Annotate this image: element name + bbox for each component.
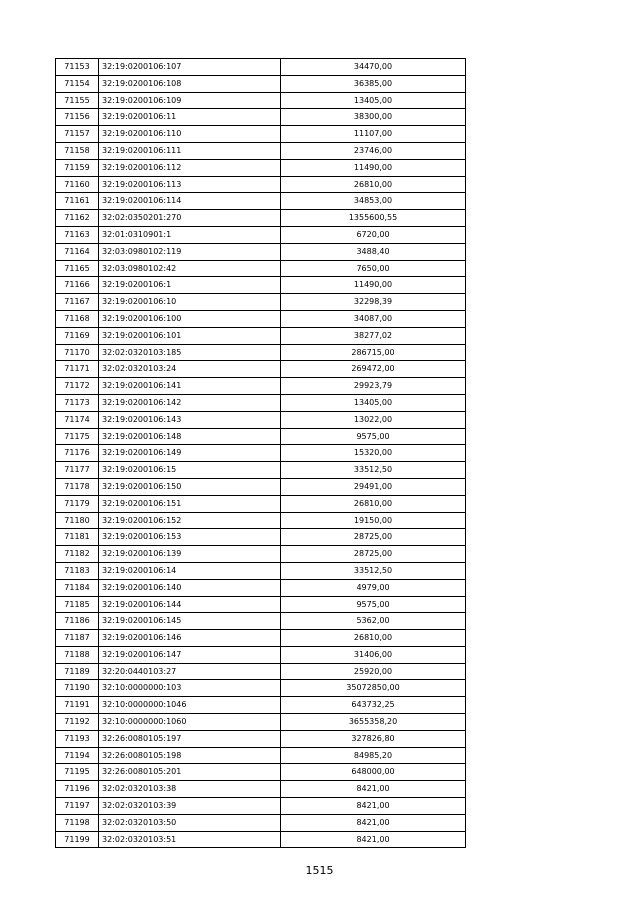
table-row — [56, 697, 466, 714]
table-row — [56, 294, 466, 311]
table-row — [56, 193, 466, 210]
row-number-cell: 71173 — [56, 394, 99, 411]
cadastral-number-cell: 32:02:0350201:270 — [99, 210, 281, 227]
row-number-cell: 71175 — [56, 428, 99, 445]
row-number-cell: 71171 — [56, 361, 99, 378]
table-row — [56, 680, 466, 697]
row-number-cell: 71187 — [56, 630, 99, 647]
row-number-cell: 71154 — [56, 75, 99, 92]
row-number-cell: 71168 — [56, 310, 99, 327]
cadastral-value-cell: 33512,50 — [281, 562, 466, 579]
cadastral-number-cell: 32:26:0080105:197 — [99, 730, 281, 747]
cadastral-number-cell: 32:03:0980102:42 — [99, 260, 281, 277]
row-number-cell: 71164 — [56, 243, 99, 260]
row-number-cell: 71172 — [56, 378, 99, 395]
cadastral-number-cell: 32:19:0200106:152 — [99, 512, 281, 529]
row-number-cell: 71161 — [56, 193, 99, 210]
cadastral-number-cell: 32:19:0200106:107 — [99, 59, 281, 76]
table-row — [56, 478, 466, 495]
cadastral-value-cell: 38277,02 — [281, 327, 466, 344]
cadastral-number-cell: 32:02:0320103:50 — [99, 814, 281, 831]
cadastral-value-cell: 19150,00 — [281, 512, 466, 529]
row-number-cell: 71189 — [56, 663, 99, 680]
cadastral-number-cell: 32:26:0080105:201 — [99, 764, 281, 781]
cadastral-value-cell: 7650,00 — [281, 260, 466, 277]
cadastral-value-cell: 8421,00 — [281, 814, 466, 831]
row-number-cell: 71177 — [56, 462, 99, 479]
row-number-cell: 71159 — [56, 159, 99, 176]
row-number-cell: 71157 — [56, 126, 99, 143]
row-number-cell: 71167 — [56, 294, 99, 311]
cadastral-value-cell: 13022,00 — [281, 411, 466, 428]
table-row — [56, 562, 466, 579]
cadastral-number-cell: 32:19:0200106:1 — [99, 277, 281, 294]
row-number-cell: 71155 — [56, 92, 99, 109]
row-number-cell: 71163 — [56, 226, 99, 243]
table-row — [56, 277, 466, 294]
table-row — [56, 92, 466, 109]
cadastral-value-cell: 11490,00 — [281, 277, 466, 294]
row-number-cell: 71193 — [56, 730, 99, 747]
cadastral-value-cell: 34470,00 — [281, 59, 466, 76]
cadastral-number-cell: 32:19:0200106:142 — [99, 394, 281, 411]
cadastral-value-cell: 269472,00 — [281, 361, 466, 378]
row-number-cell: 71199 — [56, 831, 99, 848]
cadastral-number-cell: 32:19:0200106:100 — [99, 310, 281, 327]
cadastral-value-cell: 648000,00 — [281, 764, 466, 781]
row-number-cell: 71170 — [56, 344, 99, 361]
row-number-cell: 71166 — [56, 277, 99, 294]
cadastral-value-cell: 1355600,55 — [281, 210, 466, 227]
row-number-cell: 71183 — [56, 562, 99, 579]
row-number-cell: 71182 — [56, 546, 99, 563]
cadastral-value-cell: 13405,00 — [281, 92, 466, 109]
cadastral-number-cell: 32:26:0080105:198 — [99, 747, 281, 764]
table-row — [56, 176, 466, 193]
cadastral-number-cell: 32:02:0320103:185 — [99, 344, 281, 361]
cadastral-number-cell: 32:02:0320103:39 — [99, 798, 281, 815]
cadastral-number-cell: 32:19:0200106:145 — [99, 613, 281, 630]
row-number-cell: 71197 — [56, 798, 99, 815]
row-number-cell: 71191 — [56, 697, 99, 714]
page-number: 1515 — [305, 864, 334, 877]
table-row — [56, 310, 466, 327]
cadastral-number-cell: 32:10:0000000:1046 — [99, 697, 281, 714]
cadastral-number-cell: 32:02:0320103:51 — [99, 831, 281, 848]
cadastral-value-cell: 8421,00 — [281, 798, 466, 815]
cadastral-value-cell: 9575,00 — [281, 596, 466, 613]
table-row — [56, 831, 466, 848]
row-number-cell: 71181 — [56, 529, 99, 546]
cadastral-value-cell: 15320,00 — [281, 445, 466, 462]
cadastral-value-cell: 26810,00 — [281, 176, 466, 193]
cadastral-value-cell: 31406,00 — [281, 646, 466, 663]
cadastral-value-cell: 286715,00 — [281, 344, 466, 361]
table-row — [56, 344, 466, 361]
cadastral-value-cell: 29923,79 — [281, 378, 466, 395]
row-number-cell: 71192 — [56, 714, 99, 731]
cadastral-number-cell: 32:19:0200106:139 — [99, 546, 281, 563]
row-number-cell: 71153 — [56, 59, 99, 76]
cadastral-value-cell: 4979,00 — [281, 579, 466, 596]
row-number-cell: 71190 — [56, 680, 99, 697]
cadastral-value-cell: 34853,00 — [281, 193, 466, 210]
row-number-cell: 71162 — [56, 210, 99, 227]
table-row — [56, 596, 466, 613]
table-row — [56, 394, 466, 411]
cadastral-value-cell: 29491,00 — [281, 478, 466, 495]
cadastral-number-cell: 32:10:0000000:1060 — [99, 714, 281, 731]
cadastral-number-cell: 32:19:0200106:109 — [99, 92, 281, 109]
row-number-cell: 71178 — [56, 478, 99, 495]
table-row — [56, 243, 466, 260]
cadastral-number-cell: 32:19:0200106:10 — [99, 294, 281, 311]
cadastral-number-cell: 32:03:0980102:119 — [99, 243, 281, 260]
row-number-cell: 71165 — [56, 260, 99, 277]
cadastral-value-cell: 11107,00 — [281, 126, 466, 143]
row-number-cell: 71180 — [56, 512, 99, 529]
cadastral-number-cell: 32:19:0200106:101 — [99, 327, 281, 344]
table-row — [56, 781, 466, 798]
row-number-cell: 71179 — [56, 495, 99, 512]
cadastral-value-cell: 28725,00 — [281, 529, 466, 546]
row-number-cell: 71160 — [56, 176, 99, 193]
cadastral-value-cell: 8421,00 — [281, 831, 466, 848]
cadastral-number-cell: 32:19:0200106:113 — [99, 176, 281, 193]
table-row — [56, 378, 466, 395]
table-row — [56, 327, 466, 344]
row-number-cell: 71169 — [56, 327, 99, 344]
table-row — [56, 59, 466, 76]
cadastral-value-cell: 34087,00 — [281, 310, 466, 327]
cadastral-value-cell: 33512,50 — [281, 462, 466, 479]
row-number-cell: 71176 — [56, 445, 99, 462]
cadastral-value-cell: 84985,20 — [281, 747, 466, 764]
cadastral-number-cell: 32:19:0200106:141 — [99, 378, 281, 395]
table-row — [56, 260, 466, 277]
cadastral-value-cell: 9575,00 — [281, 428, 466, 445]
table-row — [56, 814, 466, 831]
table-row — [56, 663, 466, 680]
cadastral-value-cell: 28725,00 — [281, 546, 466, 563]
cadastral-value-table — [55, 58, 466, 848]
cadastral-value-cell: 35072850,00 — [281, 680, 466, 697]
cadastral-value-cell: 23746,00 — [281, 142, 466, 159]
cadastral-number-cell: 32:19:0200106:15 — [99, 462, 281, 479]
cadastral-number-cell: 32:19:0200106:143 — [99, 411, 281, 428]
row-number-cell: 71194 — [56, 747, 99, 764]
table-body — [56, 59, 466, 848]
cadastral-value-cell: 3488,40 — [281, 243, 466, 260]
cadastral-number-cell: 32:19:0200106:14 — [99, 562, 281, 579]
cadastral-value-cell: 11490,00 — [281, 159, 466, 176]
cadastral-value-cell: 327826,80 — [281, 730, 466, 747]
cadastral-number-cell: 32:19:0200106:114 — [99, 193, 281, 210]
table-row — [56, 613, 466, 630]
cadastral-value-cell: 32298,39 — [281, 294, 466, 311]
cadastral-value-cell: 643732,25 — [281, 697, 466, 714]
cadastral-number-cell: 32:19:0200106:149 — [99, 445, 281, 462]
cadastral-value-cell: 6720,00 — [281, 226, 466, 243]
cadastral-value-cell: 26810,00 — [281, 495, 466, 512]
cadastral-number-cell: 32:19:0200106:146 — [99, 630, 281, 647]
cadastral-number-cell: 32:19:0200106:147 — [99, 646, 281, 663]
cadastral-number-cell: 32:19:0200106:111 — [99, 142, 281, 159]
row-number-cell: 71185 — [56, 596, 99, 613]
table-row — [56, 529, 466, 546]
table-row — [56, 630, 466, 647]
table-row — [56, 714, 466, 731]
row-number-cell: 71174 — [56, 411, 99, 428]
cadastral-value-cell: 3655358,20 — [281, 714, 466, 731]
cadastral-number-cell: 32:19:0200106:153 — [99, 529, 281, 546]
table-row — [56, 730, 466, 747]
cadastral-number-cell: 32:20:0440103:27 — [99, 663, 281, 680]
cadastral-number-cell: 32:19:0200106:140 — [99, 579, 281, 596]
cadastral-number-cell: 32:01:0310901:1 — [99, 226, 281, 243]
cadastral-value-cell: 25920,00 — [281, 663, 466, 680]
row-number-cell: 71158 — [56, 142, 99, 159]
table-row — [56, 210, 466, 227]
cadastral-number-cell: 32:19:0200106:112 — [99, 159, 281, 176]
table-row — [56, 361, 466, 378]
row-number-cell: 71156 — [56, 109, 99, 126]
table-row — [56, 747, 466, 764]
cadastral-number-cell: 32:19:0200106:144 — [99, 596, 281, 613]
table-row — [56, 764, 466, 781]
cadastral-number-cell: 32:02:0320103:24 — [99, 361, 281, 378]
table-row — [56, 579, 466, 596]
cadastral-number-cell: 32:19:0200106:150 — [99, 478, 281, 495]
table-row — [56, 126, 466, 143]
table-row — [56, 226, 466, 243]
cadastral-number-cell: 32:19:0200106:148 — [99, 428, 281, 445]
cadastral-number-cell: 32:02:0320103:38 — [99, 781, 281, 798]
table-row — [56, 142, 466, 159]
table-row — [56, 445, 466, 462]
table-row — [56, 109, 466, 126]
table-row — [56, 495, 466, 512]
cadastral-number-cell: 32:19:0200106:11 — [99, 109, 281, 126]
cadastral-value-cell: 13405,00 — [281, 394, 466, 411]
row-number-cell: 71196 — [56, 781, 99, 798]
table-row — [56, 411, 466, 428]
cadastral-value-cell: 5362,00 — [281, 613, 466, 630]
cadastral-number-cell: 32:10:0000000:103 — [99, 680, 281, 697]
table-row — [56, 159, 466, 176]
table-row — [56, 75, 466, 92]
row-number-cell: 71195 — [56, 764, 99, 781]
table-row — [56, 428, 466, 445]
table-row — [56, 546, 466, 563]
cadastral-number-cell: 32:19:0200106:108 — [99, 75, 281, 92]
cadastral-number-cell: 32:19:0200106:151 — [99, 495, 281, 512]
table-row — [56, 646, 466, 663]
table-row — [56, 462, 466, 479]
row-number-cell: 71184 — [56, 579, 99, 596]
cadastral-value-cell: 8421,00 — [281, 781, 466, 798]
table-row — [56, 798, 466, 815]
cadastral-number-cell: 32:19:0200106:110 — [99, 126, 281, 143]
cadastral-value-cell: 36385,00 — [281, 75, 466, 92]
cadastral-value-cell: 38300,00 — [281, 109, 466, 126]
row-number-cell: 71186 — [56, 613, 99, 630]
cadastral-value-cell: 26810,00 — [281, 630, 466, 647]
row-number-cell: 71188 — [56, 646, 99, 663]
row-number-cell: 71198 — [56, 814, 99, 831]
table-row — [56, 512, 466, 529]
